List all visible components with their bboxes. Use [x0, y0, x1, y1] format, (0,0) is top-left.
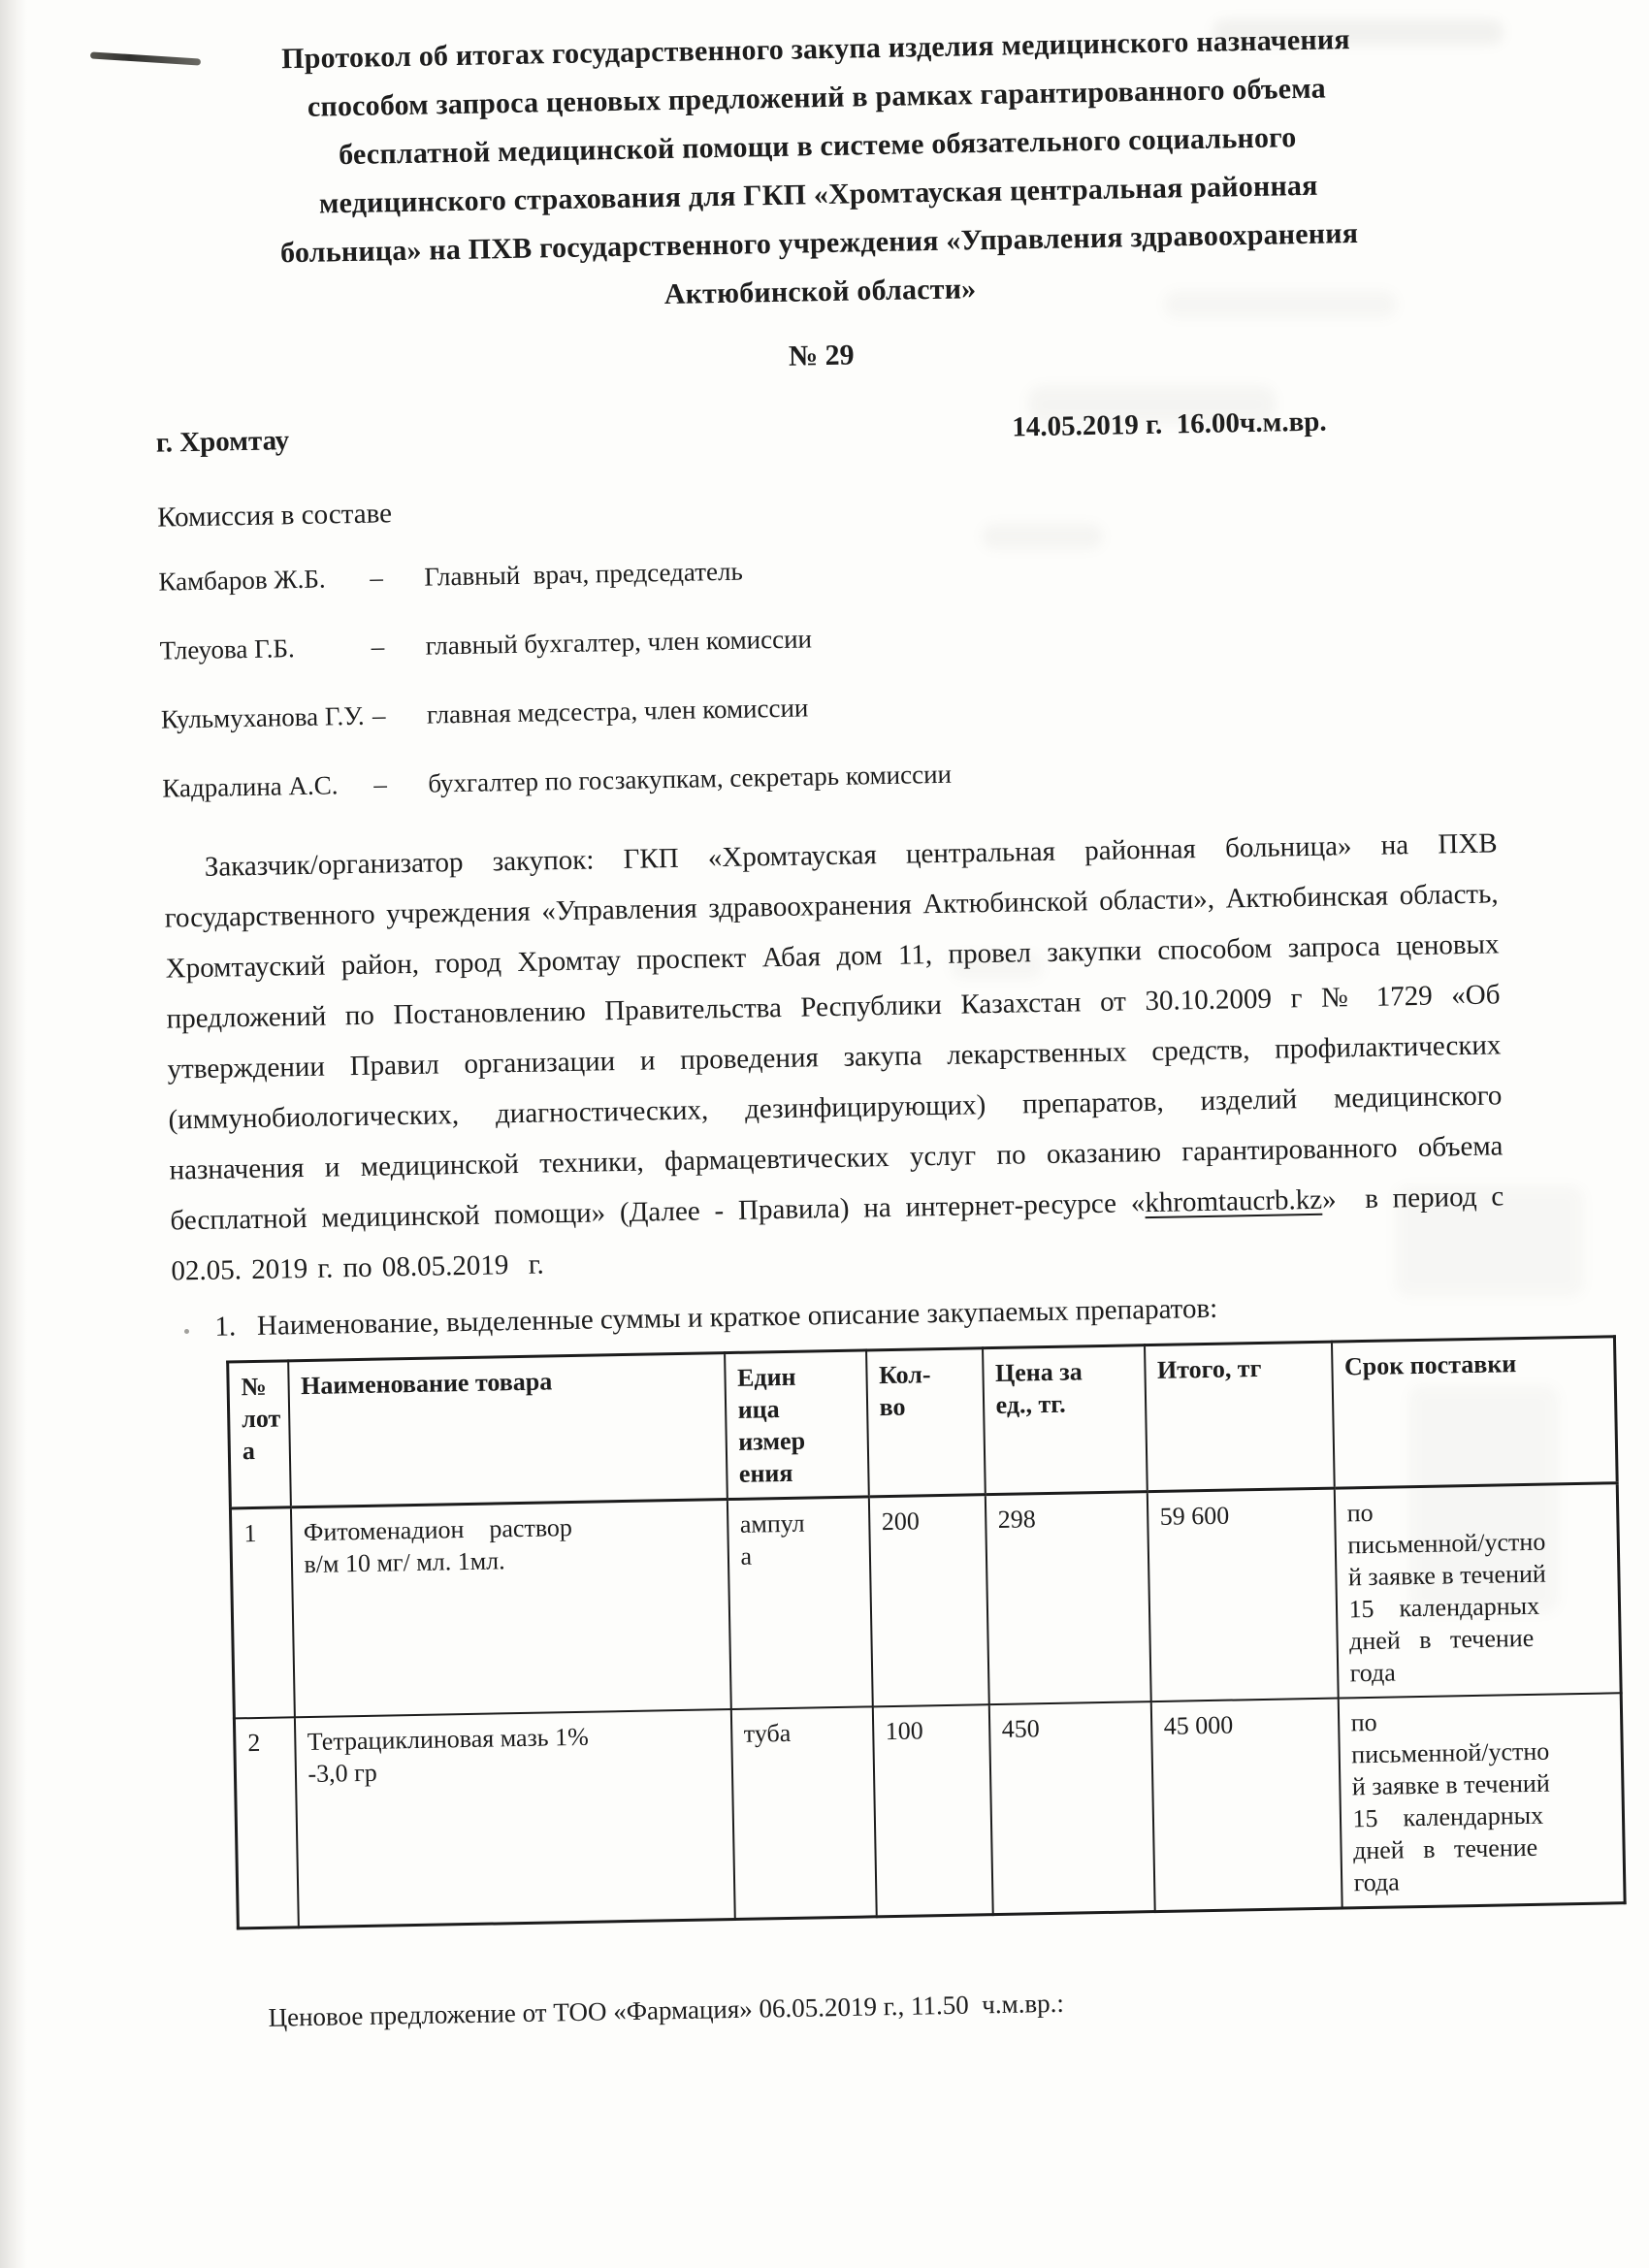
- commission-member-row: [159, 611, 1493, 665]
- member-name: Кадралина А.С.: [162, 770, 339, 803]
- member-role: главный бухгалтер, член комиссии: [425, 624, 813, 661]
- header-delivery-term: Срок поставки: [1331, 1337, 1617, 1488]
- cell-delivery-term: по письменной/устно й заявке в течений 15 календарных дней в течение года: [1338, 1693, 1625, 1908]
- document-content: [148, 14, 1550, 2035]
- cell-product-name: Фитоменадион раствор в/м 10 мг/ мл. 1мл.: [290, 1500, 730, 1718]
- city-date-row: [156, 403, 1490, 459]
- document-title: Протокол об итогах государственного закупа изделия медицинского назначения способом запроса ценовых предложений в рамках гарантированного объема бесплатной медицинской помощи в системе обязательного социального медицинского страхования для ГКП «Хромтауская центральная районная больница» на ПХВ государственного учреждения «Управления здравоохранения Актюбинской области»: [279, 23, 1359, 311]
- cell-quantity: 200: [868, 1495, 988, 1707]
- document-number: № 29: [788, 339, 855, 373]
- table-header-row: [228, 1337, 1618, 1508]
- table-row: [230, 1483, 1621, 1719]
- member-name: Камбаров Ж.Б.: [158, 564, 326, 597]
- header-total: Итого, тг: [1145, 1342, 1335, 1492]
- website-link: khromtaucrb.kz: [1145, 1183, 1323, 1219]
- header-product-name: Наименование товара: [288, 1353, 728, 1507]
- cell-delivery-term: по письменной/устно й заявке в течений 15 календарных дней в течение года: [1334, 1483, 1621, 1699]
- member-name: Кульмуханова Г.У.: [160, 700, 365, 734]
- commission-member-row: [158, 542, 1492, 597]
- scan-edge-shadow: [0, 0, 27, 2268]
- dash-separator: –: [373, 769, 388, 799]
- paragraph-text-after-link: » в период с 02.05. 2019 г. по 08.05.2019 г.: [171, 1181, 1504, 1287]
- city-label: г. Хромтау: [155, 425, 290, 459]
- dash-separator: –: [372, 700, 386, 730]
- member-role: Главный врач, председатель: [424, 556, 743, 592]
- price-offer-line: Ценовое предложение от ТОО «Фармация» 06.05.2019 г., 11.50 ч.м.вр.:: [268, 1988, 1065, 2032]
- customer-paragraph: [163, 818, 1504, 1296]
- cell-unit: ампул а: [727, 1497, 872, 1709]
- commission-list: [158, 542, 1496, 803]
- cell-lot-number: 2: [234, 1717, 298, 1928]
- member-role: бухгалтер по госзакупкам, секретарь комиссии: [427, 759, 953, 798]
- goods-table: [226, 1335, 1627, 1929]
- header-lot-number: № лот а: [228, 1361, 291, 1508]
- dash-separator: –: [370, 563, 384, 593]
- table-row: [234, 1693, 1625, 1928]
- member-role: главная медсестра, член комиссии: [426, 693, 809, 729]
- cell-lot-number: 1: [230, 1507, 294, 1719]
- protocol-datetime: 14.05.2019 г. 16.00ч.м.вр.: [1012, 405, 1327, 443]
- cell-unit-price: 298: [985, 1492, 1150, 1705]
- commission-member-row: [161, 680, 1495, 734]
- header-quantity: Кол- во: [866, 1348, 986, 1497]
- cell-total: 45 000: [1150, 1699, 1342, 1912]
- header-unit: Един ица измер ения: [725, 1350, 869, 1500]
- paragraph-text-before-link: Заказчик/организатор закупок: ГКП «Хромтауская центральная районная больница» на ПХВ государственного учреждения «Управления здравоохранения Актюбинской области», Актюбинская область, Хромтауский район, город Хромтау проспект Абая дом 11, провел закупки способом запроса ценовых предложений по Постановлению Правительства Республики Казахстан от 30.10.2009 г № 1729 «Об утверждении Правил организации и проведения закупа лекарственных средств, профилактических (иммунобиологических, диагностических, дезинфицирующих) препаратов, изделий медицинского назначения и медицинской техники, фармацевтических услуг по оказанию гарантированного объема бесплатной медицинской помощи» (Далее - Правила) на интернет-ресурсе «: [164, 827, 1504, 1237]
- commission-member-row: [162, 749, 1496, 803]
- dash-separator: –: [371, 632, 385, 662]
- member-name: Тлеуова Г.Б.: [159, 633, 295, 665]
- cell-product-name: Тетрациклиновая мазь 1% -3,0 гр: [294, 1709, 734, 1928]
- cell-unit-price: 450: [988, 1701, 1154, 1915]
- cell-total: 59 600: [1147, 1488, 1338, 1701]
- header-unit-price: Цена за ед., тг.: [983, 1345, 1148, 1495]
- cell-unit: туба: [730, 1706, 876, 1919]
- section-item-1: 1. Наименование, выделенные суммы и краткое описание закупаемых препаратов:: [214, 1292, 1218, 1343]
- cell-quantity: 100: [872, 1704, 992, 1917]
- commission-heading: Комиссия в составе: [156, 498, 393, 534]
